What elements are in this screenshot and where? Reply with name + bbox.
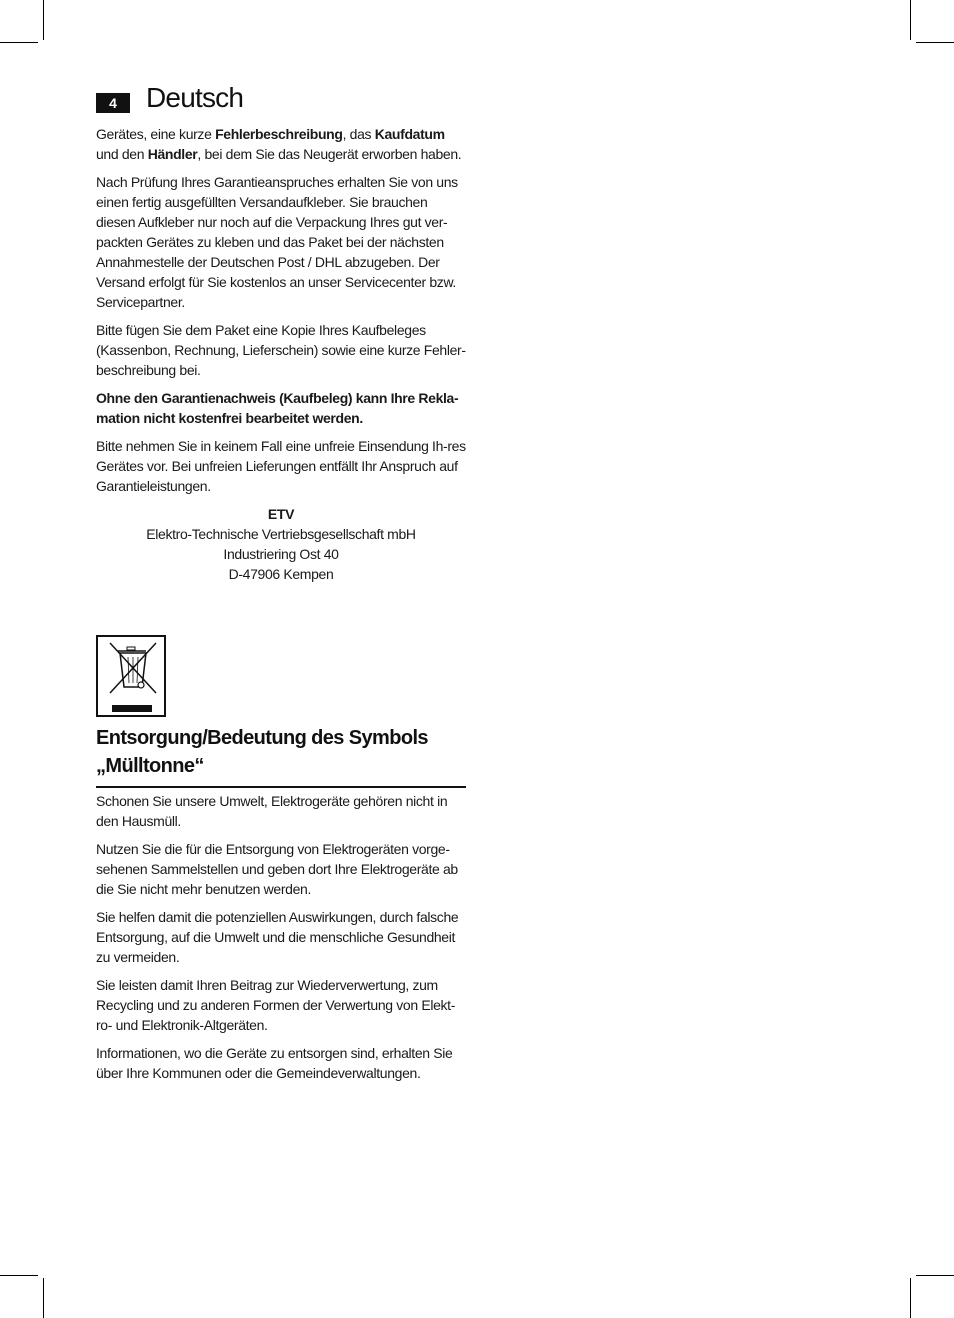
warranty-paragraph: Nach Prüfung Ihres Garantieanspruches erhalten Sie von uns einen fertig ausgefüllten Versandaufkleber. Sie brauchen diesen Aufkleber nur noch auf die Verpackung Ihres gut ver-packten Gerätes zu kleben und das Paket bei der nächsten Annahmestelle der Deutschen Post / DHL abzugeben. Der Versand erfolgt für Sie kostenlos an unser Servicecenter bzw. Servicepartner. xyxy=(96,174,458,310)
page-number-badge: 4 xyxy=(96,93,130,113)
crop-mark xyxy=(43,0,44,40)
crop-mark xyxy=(0,42,38,43)
disposal-paragraph: Schonen Sie unsere Umwelt, Elektrogeräte gehören nicht in den Hausmüll. xyxy=(96,793,448,829)
disposal-paragraph: Sie leisten damit Ihren Beitrag zur Wiederverwertung, zum Recycling und zu anderen Formen der Verwertung von Elekt-ro- und Elektronik-Altgeräten. xyxy=(96,977,456,1033)
warranty-paragraph: Bitte nehmen Sie in keinem Fall eine unfreie Einsendung Ih-res Gerätes vor. Bei unfreien Lieferungen entfällt Ihr Anspruch auf Garantieleistungen. xyxy=(96,438,466,494)
warranty-paragraph: Bitte fügen Sie dem Paket eine Kopie Ihres Kaufbeleges (Kassenbon, Rechnung, Lieferschein) sowie eine kurze Fehler-beschreibung bei. xyxy=(96,322,466,378)
crop-mark xyxy=(916,1275,954,1276)
page-title: Deutsch xyxy=(146,82,244,113)
company-full-name: Elektro-Technische Vertriebsgesellschaft mbH xyxy=(146,526,416,542)
text-run: , bei dem Sie das Neugerät erworben haben. xyxy=(197,146,462,162)
text-run: Gerätes, eine kurze xyxy=(96,126,216,142)
company-short-name: ETV xyxy=(267,506,295,522)
disposal-paragraph: Nutzen Sie die für die Entsorgung von Elektrogeräten vorge-sehenen Sammelstellen und geben dort Ihre Elektrogeräte ab die Sie nicht mehr benutzen werden. xyxy=(96,841,458,897)
crop-mark xyxy=(910,1278,911,1318)
crossed-out-wheelie-bin-icon xyxy=(96,635,166,717)
text-run: , das xyxy=(342,126,375,142)
text-run: und den xyxy=(96,146,148,162)
warranty-notice: Ohne den Garantienachweis (Kaufbeleg) kann Ihre Rekla-mation nicht kostenfrei bearbeitet werden. xyxy=(96,390,459,426)
warranty-paragraph xyxy=(96,124,466,164)
bold-term: Händler xyxy=(147,146,198,162)
disposal-paragraph: Informationen, wo die Geräte zu entsorgen sind, erhalten Sie über Ihre Kommunen oder die Gemeindeverwaltungen. xyxy=(96,1045,453,1081)
disposal-heading: Entsorgung/Bedeutung des Symbols „Mülltonne“ xyxy=(96,724,466,788)
crop-mark xyxy=(916,42,954,43)
crop-mark xyxy=(43,1278,44,1318)
warranty-section xyxy=(96,124,466,584)
crop-mark xyxy=(910,0,911,40)
crop-mark xyxy=(0,1275,38,1276)
company-address xyxy=(96,504,466,584)
bold-term: Fehlerbeschreibung xyxy=(215,126,343,142)
disposal-section xyxy=(96,791,466,1091)
disposal-paragraph: Sie helfen damit die potenziellen Auswirkungen, durch falsche Entsorgung, auf die Umwelt und die menschliche Gesundheit zu vermeiden. xyxy=(96,909,459,965)
address-street: Industriering Ost 40 xyxy=(223,546,339,562)
bold-term: Kaufdatum xyxy=(374,126,445,142)
address-city: D-47906 Kempen xyxy=(228,566,334,582)
